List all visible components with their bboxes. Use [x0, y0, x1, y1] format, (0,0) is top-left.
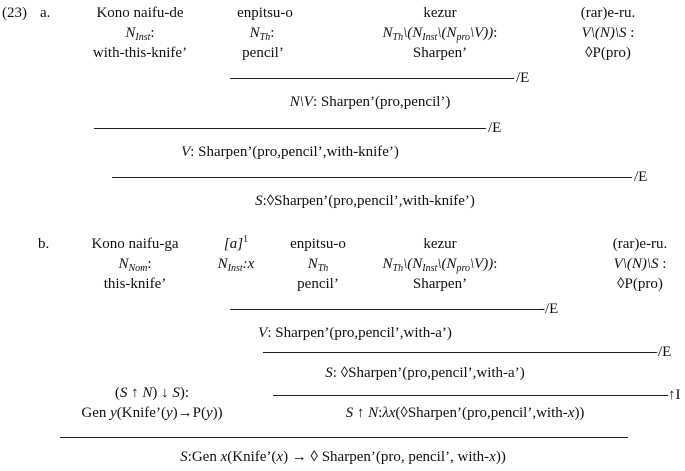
a-word3-form: kezur — [423, 5, 457, 21]
a-step3-result: S:◊Sharpen’(pro,pencil’,with-knife’) — [255, 193, 475, 209]
a-word4-gloss: ◊P(pro) — [585, 45, 631, 61]
b-inference-line-3 — [273, 395, 668, 396]
b-word4-gloss: Sharpen’ — [412, 276, 468, 292]
a-rule-label-3: /E — [634, 169, 648, 185]
subexample-a-label: a. — [40, 5, 51, 21]
b-word5-gloss: ◊P(pro) — [617, 276, 663, 292]
b-step2-result: S: ◊Sharpen’(pro,pencil’,with-a’) — [325, 365, 525, 381]
b-word1-gloss: this-knife’ — [103, 276, 167, 292]
a-word1-gloss: with-this-knife’ — [92, 45, 188, 61]
a-word3-gloss: Sharpen’ — [412, 45, 468, 61]
a-rule-label-1: /E — [516, 70, 530, 86]
a-word2-gloss: pencil’ — [242, 45, 284, 61]
a-inference-line-3 — [112, 177, 632, 178]
a-step2-result: V: Sharpen’(pro,pencil’,with-knife’) — [181, 144, 399, 160]
a-word2-category: $N_{Th}$: — [249, 25, 275, 43]
b-quantifier-semantics: Gen y(Knife’(y)→P(y)) — [81, 405, 223, 421]
b-rule-label-3: ↑I — [668, 387, 681, 403]
a-rule-label-2: /E — [488, 120, 502, 136]
a-step1-result: N\V: Sharpen’(pro,pencil’) — [289, 94, 451, 110]
a-inference-line-2 — [94, 128, 486, 129]
b-word2-category: $N_{Inst}:x$ — [217, 256, 255, 274]
a-word1-form: Kono naifu-de — [96, 5, 184, 21]
b-step1-result: V: Sharpen’(pro,pencil’,with-a’) — [258, 325, 452, 341]
b-word5-category: V\(N)\S : — [613, 256, 667, 272]
b-word1-form: Kono naifu-ga — [91, 236, 179, 252]
b-inference-line-4 — [60, 437, 628, 438]
b-step3-result: S ↑ N:λx(◊Sharpen’(pro,pencil’,with-x)) — [345, 405, 585, 421]
subexample-b-label: b. — [38, 236, 50, 252]
b-word3-gloss: pencil’ — [297, 276, 339, 292]
b-word4-form: kezur — [423, 236, 457, 252]
b-word1-category: $N_{Nom}$: — [118, 256, 152, 274]
b-word3-form: enpitsu-o — [290, 236, 346, 252]
a-word4-form: (rar)e-ru. — [580, 5, 636, 21]
a-word4-category: V\(N)\S : — [581, 25, 635, 41]
b-rule-label-2: /E — [658, 344, 672, 360]
a-word2-form: enpitsu-o — [237, 5, 293, 21]
example-number: (23) — [2, 5, 27, 21]
b-step4-result: S:Gen x(Knife’(x) → ◊ Sharpen’(pro, pencil’, with-x)) — [180, 449, 506, 465]
b-inference-line-2 — [263, 352, 657, 353]
b-word4-category: $N_{Th}\backslash(N_{Inst}\backslash(N_{pro}\backslash V))$: — [382, 256, 498, 274]
b-rule-label-1: -/E — [540, 301, 559, 317]
a-inference-line-1 — [230, 78, 514, 79]
b-inference-line-1 — [230, 309, 542, 310]
b-word5-form: (rar)e-ru. — [612, 236, 668, 252]
b-word2-form: $[a]^1$ — [223, 234, 249, 252]
b-word3-category: $N_{Th}$ — [307, 256, 329, 274]
b-quantifier-category: (S ↑ N) ↓ S): — [114, 385, 190, 401]
a-word1-category: $N_{Inst}$: — [125, 25, 155, 43]
a-word3-category: $N_{Th}\backslash(N_{Inst}\backslash(N_{pro}\backslash V))$: — [382, 25, 498, 43]
